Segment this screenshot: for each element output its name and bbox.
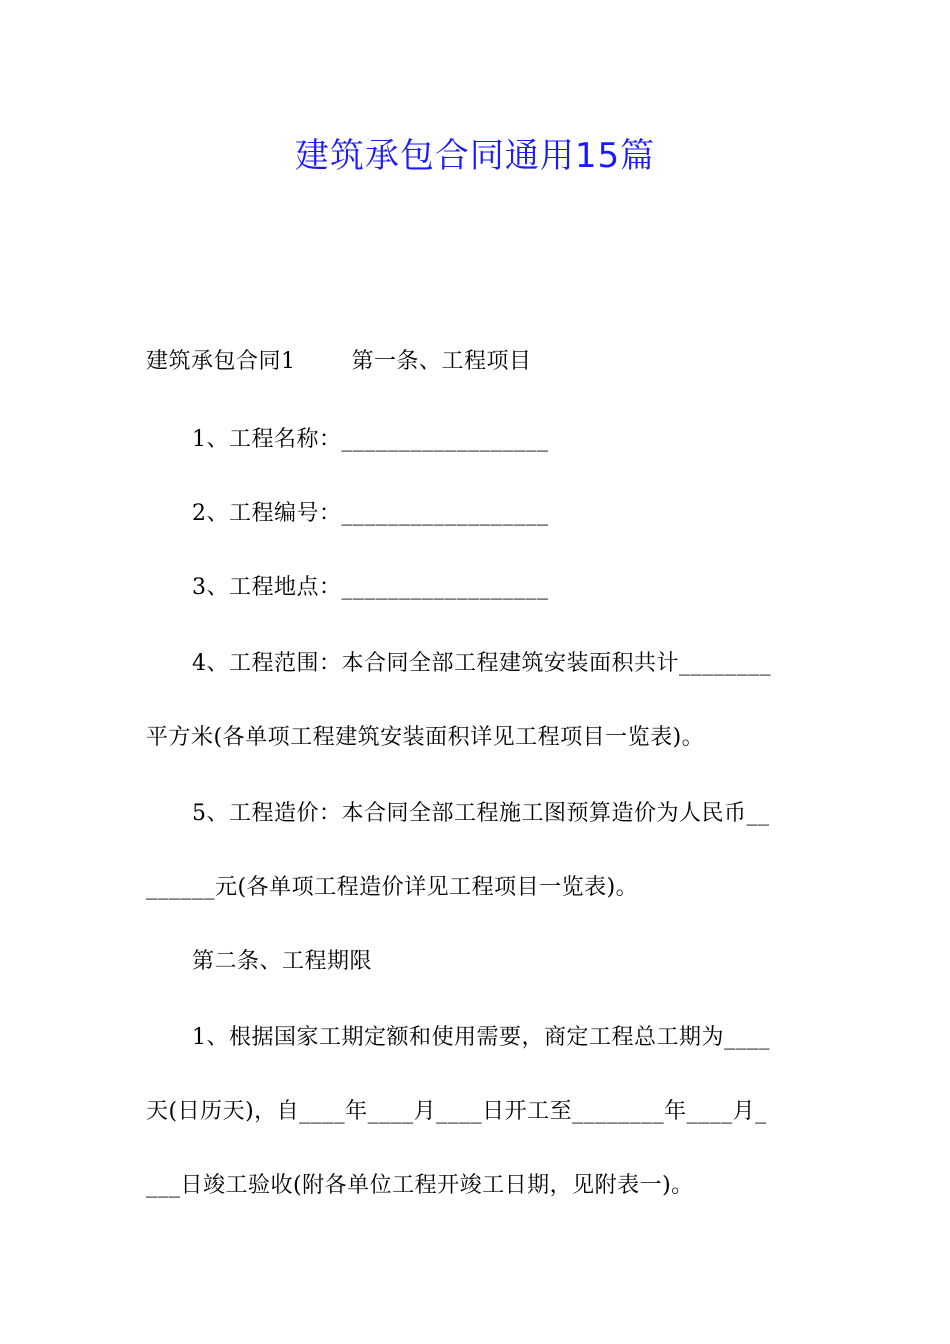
- item-project-location: 3、工程地点：__________________: [192, 575, 549, 600]
- contract-heading-line: [146, 344, 532, 375]
- item-project-cost-line1: 5、工程造价：本合同全部工程施工图预算造价为人民币__: [192, 801, 770, 826]
- item-project-cost-line2: ______元(各单项工程造价详见工程项目一览表)。: [146, 875, 639, 900]
- document-title: 建筑承包合同通用15篇: [294, 136, 656, 176]
- contract-heading: 建筑承包合同1: [146, 349, 296, 374]
- item-project-number: 2、工程编号：__________________: [192, 501, 549, 526]
- article1-heading: 第一条、工程项目: [351, 349, 532, 374]
- article2-heading: 第二条、工程期限: [192, 949, 373, 974]
- term-item1-line2: 天(日历天)，自____年____月____日开工至________年____月_: [146, 1099, 767, 1124]
- item-project-scope-line1: 4、工程范围：本合同全部工程建筑安装面积共计________: [192, 651, 771, 676]
- term-item1-line3: ___日竣工验收(附各单位工程开竣工日期，见附表一)。: [146, 1173, 694, 1198]
- term-item1-line1: 1、根据国家工期定额和使用需要，商定工程总工期为____: [192, 1025, 770, 1050]
- item-project-name: 1、工程名称：__________________: [192, 427, 549, 452]
- item-project-scope-line2: 平方米(各单项工程建筑安装面积详见工程项目一览表)。: [146, 725, 705, 750]
